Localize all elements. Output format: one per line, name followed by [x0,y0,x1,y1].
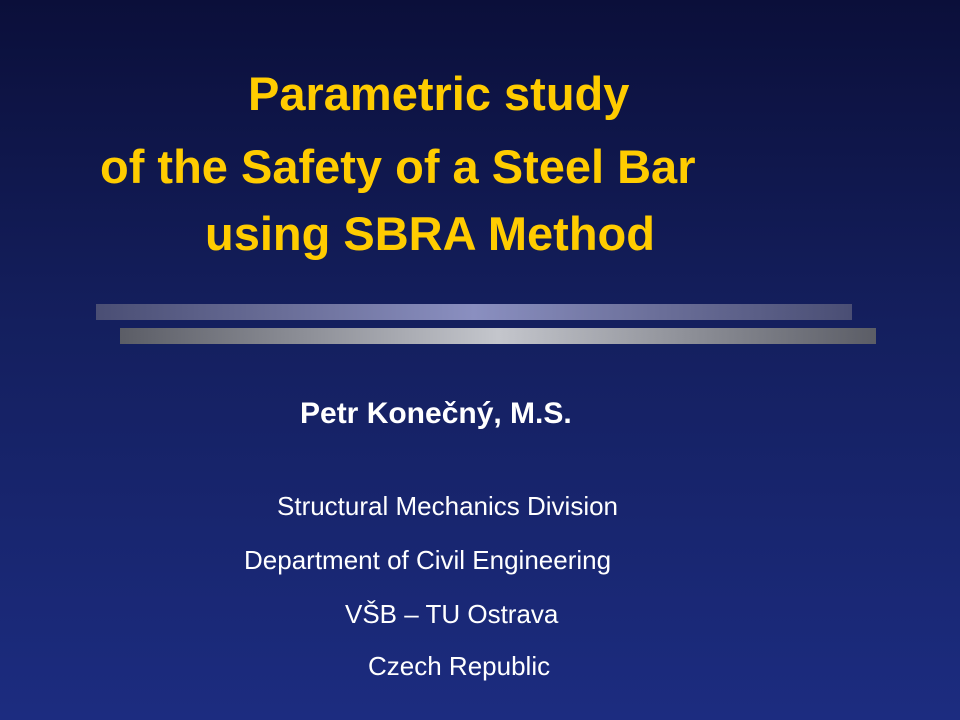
slide-title-line-1: Parametric study [248,67,630,120]
decorative-bar-top [96,304,852,320]
decorative-bar-bottom [120,328,876,344]
affiliation-country: Czech Republic [368,651,551,681]
affiliation-division: Structural Mechanics Division [277,491,619,521]
slide-title-line-3: using SBRA Method [205,207,655,260]
slide-title-line-2: of the Safety of a Steel Bar [100,140,696,193]
author-name: Petr Konečný, M.S. [300,397,572,430]
affiliation-university: VŠB – TU Ostrava [345,599,559,629]
affiliation-department: Department of Civil Engineering [244,545,612,575]
